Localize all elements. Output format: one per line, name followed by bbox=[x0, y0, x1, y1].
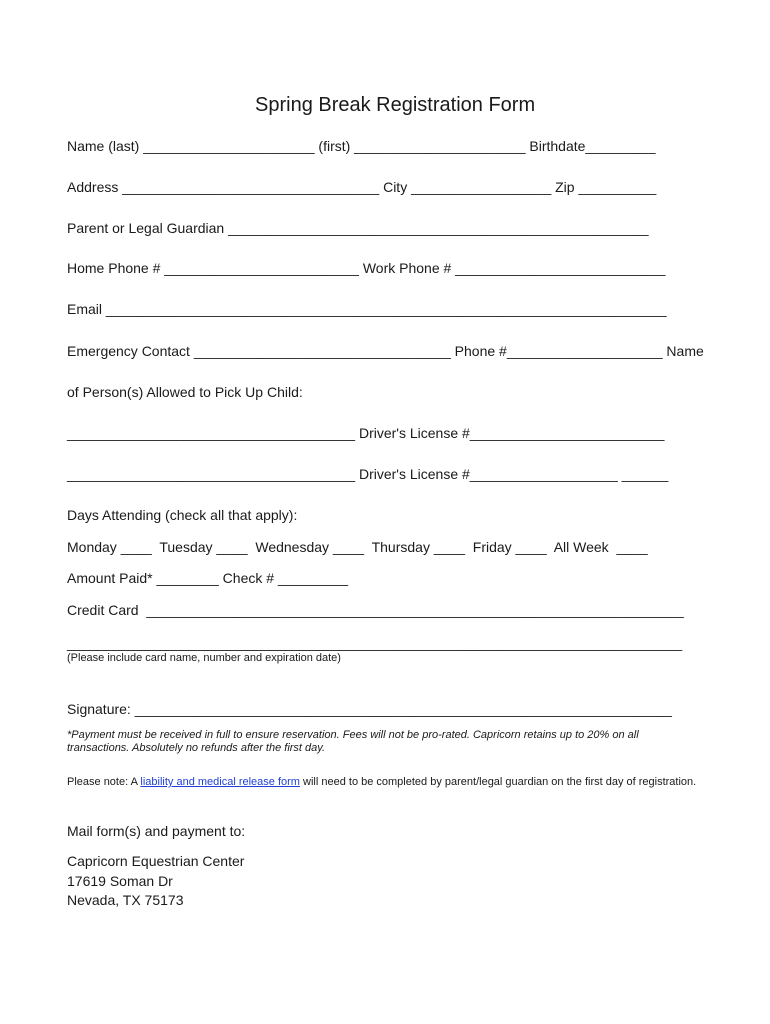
guardian-line[interactable]: Parent or Legal Guardian ______________________________________________________ bbox=[67, 220, 649, 236]
release-form-link[interactable]: liability and medical release form bbox=[140, 776, 300, 788]
please-note bbox=[67, 775, 696, 789]
days-attending-label: Days Attending (check all that apply): bbox=[67, 507, 298, 523]
mail-street: 17619 Soman Dr bbox=[67, 873, 173, 889]
please-note-prefix: Please note: A bbox=[67, 776, 141, 788]
mail-city: Nevada, TX 75173 bbox=[67, 892, 184, 908]
email-line[interactable]: Email ________________________________________________________________________ bbox=[67, 301, 667, 317]
emergency-contact-line[interactable]: Emergency Contact _________________________________ Phone #____________________ Name bbox=[67, 343, 704, 359]
days-checklist-line[interactable]: Monday ____ Tuesday ____ Wednesday ____ Thursday ____ Friday ____ All Week ____ bbox=[67, 539, 648, 555]
mail-name: Capricorn Equestrian Center bbox=[67, 853, 245, 869]
form-title: Spring Break Registration Form bbox=[255, 94, 536, 116]
credit-card-line-2[interactable]: _______________________________________________________________________________ bbox=[67, 635, 683, 651]
payment-note-line-1: *Payment must be received in full to ensure reservation. Fees will not be pro-rated. Capricorn retains up to 20% on all bbox=[67, 729, 639, 741]
pickup-label: of Person(s) Allowed to Pick Up Child: bbox=[67, 384, 303, 400]
please-note-suffix: will need to be completed by parent/legal guardian on the first day of registration. bbox=[299, 776, 697, 788]
pickup-person-line-1[interactable]: _____________________________________ Driver's License #_________________________ bbox=[67, 425, 665, 441]
signature-line[interactable]: Signature: _____________________________________________________________________ bbox=[67, 701, 672, 717]
credit-card-note: (Please include card name, number and expiration date) bbox=[67, 652, 341, 664]
address-line[interactable]: Address _________________________________ City __________________ Zip __________ bbox=[67, 179, 657, 195]
phone-numbers-line[interactable]: Home Phone # _________________________ Work Phone # ___________________________ bbox=[67, 260, 666, 276]
name-birthdate-line[interactable]: Name (last) ______________________ (first) ______________________ Birthdate_________ bbox=[67, 138, 656, 154]
mail-label: Mail form(s) and payment to: bbox=[67, 823, 246, 839]
pickup-person-line-2[interactable]: _____________________________________ Driver's License #___________________ ______ bbox=[67, 466, 669, 482]
amount-paid-line[interactable]: Amount Paid* ________ Check # _________ bbox=[67, 570, 348, 586]
payment-note-line-2: transactions. Absolutely no refunds after the first day. bbox=[67, 742, 326, 754]
credit-card-line[interactable]: Credit Card _____________________________________________________________________ bbox=[67, 602, 684, 618]
